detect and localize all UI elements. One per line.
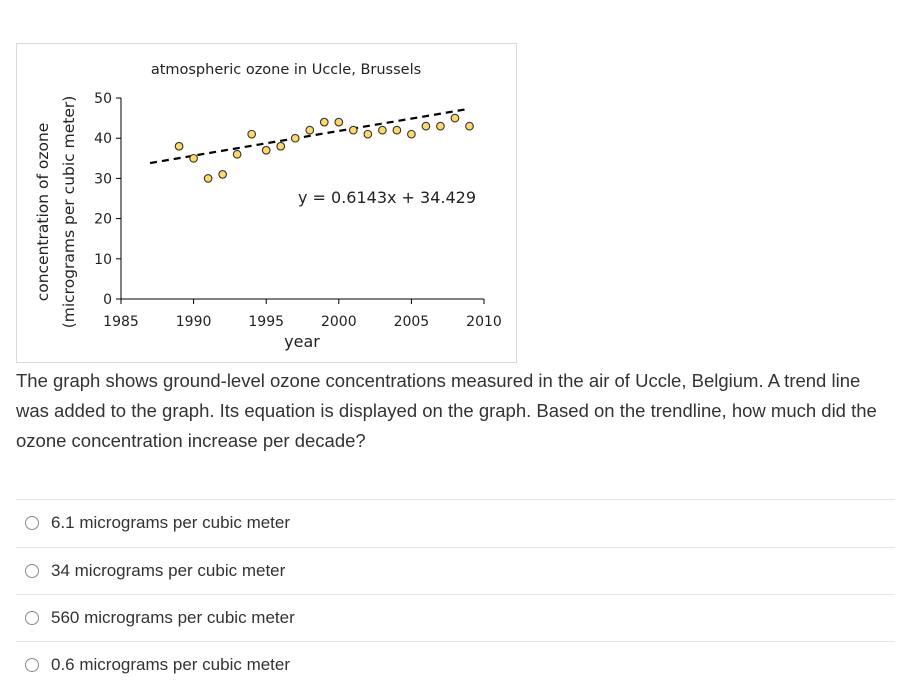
- data-point: [364, 130, 372, 138]
- option-label: 560 micrograms per cubic meter: [51, 608, 295, 627]
- data-point: [335, 118, 343, 126]
- y-tick-label: 40: [94, 131, 112, 148]
- y-tick-label: 0: [103, 292, 112, 308]
- answer-option-3[interactable]: [16, 594, 895, 641]
- question-text: The graph shows ground-level ozone concentrations measured in the air of Uccle, Belgium. A trend line was added to the graph. Its equation is displayed on the graph. Based on the trendline, how much did the ozone concentration increase per decade?: [16, 370, 877, 451]
- option-label: 0.6 micrograms per cubic meter: [51, 655, 291, 674]
- ozone-scatter-chart: [17, 44, 518, 364]
- data-point: [320, 118, 328, 126]
- data-point: [175, 142, 183, 150]
- data-point: [422, 122, 430, 130]
- data-point: [466, 122, 474, 130]
- answer-option-1[interactable]: [16, 499, 895, 546]
- x-tick-label: 1990: [175, 314, 212, 330]
- data-points: [175, 114, 473, 182]
- data-point: [219, 171, 227, 179]
- answer-option-4[interactable]: [16, 641, 895, 688]
- data-point: [291, 134, 299, 142]
- y-tick-label: 30: [94, 171, 112, 188]
- option-label: 34 micrograms per cubic meter: [51, 561, 286, 580]
- data-point: [350, 126, 358, 134]
- data-point: [437, 122, 445, 130]
- data-point: [262, 146, 270, 154]
- radio-button[interactable]: [25, 658, 39, 672]
- data-point: [248, 130, 256, 138]
- option-label: 6.1 micrograms per cubic meter: [51, 513, 291, 532]
- x-tick-label: 2000: [320, 314, 357, 330]
- chart-title: atmospheric ozone in Uccle, Brussels: [150, 62, 422, 78]
- data-point: [306, 126, 314, 134]
- y-tick-label: 50: [94, 91, 112, 107]
- data-point: [204, 175, 212, 183]
- x-tick-label: 2010: [466, 314, 502, 330]
- trendline: [150, 109, 469, 163]
- x-tick-label: 1985: [103, 314, 139, 330]
- trendline-group: [150, 109, 469, 163]
- data-point: [451, 114, 459, 122]
- data-point: [233, 150, 241, 158]
- x-tick-label: 2005: [393, 314, 430, 330]
- data-point: [190, 155, 198, 163]
- trendline-equation: y = 0.6143x + 34.429: [297, 188, 477, 207]
- y-axis-label-units: (micrograms per cubic meter): [60, 95, 78, 329]
- answer-option-2[interactable]: [16, 547, 895, 594]
- chart-container: [16, 43, 517, 363]
- y-tick-label: 20: [94, 211, 112, 228]
- x-tick-label: 1995: [248, 314, 285, 330]
- data-point: [379, 126, 387, 134]
- y-axis-label: concentration of ozone: [34, 122, 52, 302]
- radio-button[interactable]: [25, 564, 39, 578]
- x-axis-label: year: [284, 332, 320, 351]
- data-point: [277, 142, 285, 150]
- radio-button[interactable]: [25, 516, 39, 530]
- data-point: [408, 130, 416, 138]
- y-tick-label: 10: [94, 251, 112, 268]
- data-point: [393, 126, 401, 134]
- radio-button[interactable]: [25, 611, 39, 625]
